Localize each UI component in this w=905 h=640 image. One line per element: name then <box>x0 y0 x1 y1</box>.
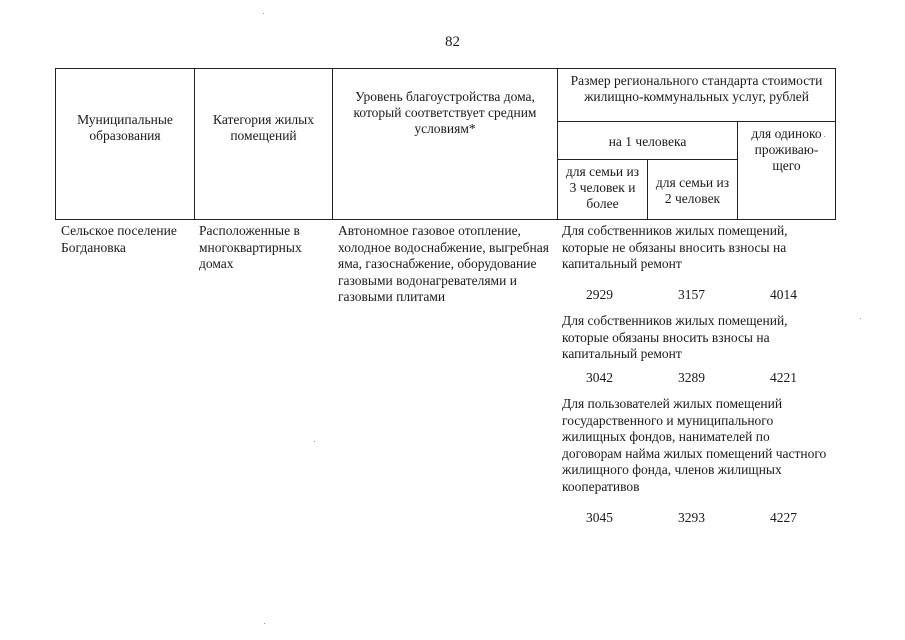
header-level: Уровень благоустройства дома, который соответствует средним условиям* <box>333 69 558 220</box>
scan-speck <box>314 441 315 442</box>
value-single: 4227 <box>770 510 797 525</box>
value-family-2: 3289 <box>678 370 705 385</box>
header-family-2: для семьи из 2 человек <box>648 160 738 220</box>
scan-speck <box>263 13 264 14</box>
value-single: 4014 <box>770 287 797 302</box>
scan-speck <box>860 318 861 319</box>
header-category: Категория жилых помещений <box>195 69 333 220</box>
header-standard: Размер регионального стандарта стоимости жилищно-коммунальных услуг, рублей <box>558 69 836 122</box>
page-number: 82 <box>445 34 460 50</box>
value-family-2: 3293 <box>678 510 705 525</box>
header-municipality: Муниципальные образования <box>56 69 195 220</box>
table-header <box>55 68 836 220</box>
group-label: Для собственников жилых помещений, которые обязаны вносить взносы на капитальный ремонт <box>562 313 788 361</box>
header-per-person: на 1 человека <box>558 122 738 160</box>
value-single: 4221 <box>770 370 797 385</box>
group-label: Для пользователей жилых помещений государственного и муниципального жилищных фондов, нанимателей по договорам найма жилых помещений частного жилищного фонда, членов жилищных кооперативов <box>562 396 827 494</box>
value-family-2: 3157 <box>678 287 705 302</box>
cell-level: Автономное газовое отопление, холодное водоснабжение, выгребная яма, газоснабжение, оборудование газовыми водонагревателями и газовыми плитами <box>338 223 549 304</box>
cell-municipality: Сельское поселение Богдановка <box>61 223 177 255</box>
header-family-3: для семьи из 3 человек и более <box>558 160 648 220</box>
scan-speck <box>824 136 825 137</box>
header-single: для одиноко проживаю-щего <box>738 122 836 220</box>
value-family-3: 2929 <box>586 287 613 302</box>
cell-category: Расположенные в многоквартирных домах <box>199 223 302 271</box>
value-family-3: 3045 <box>586 510 613 525</box>
group-label: Для собственников жилых помещений, которые не обязаны вносить взносы на капитальный ремонт <box>562 223 788 271</box>
scan-speck <box>264 623 265 624</box>
value-family-3: 3042 <box>586 370 613 385</box>
